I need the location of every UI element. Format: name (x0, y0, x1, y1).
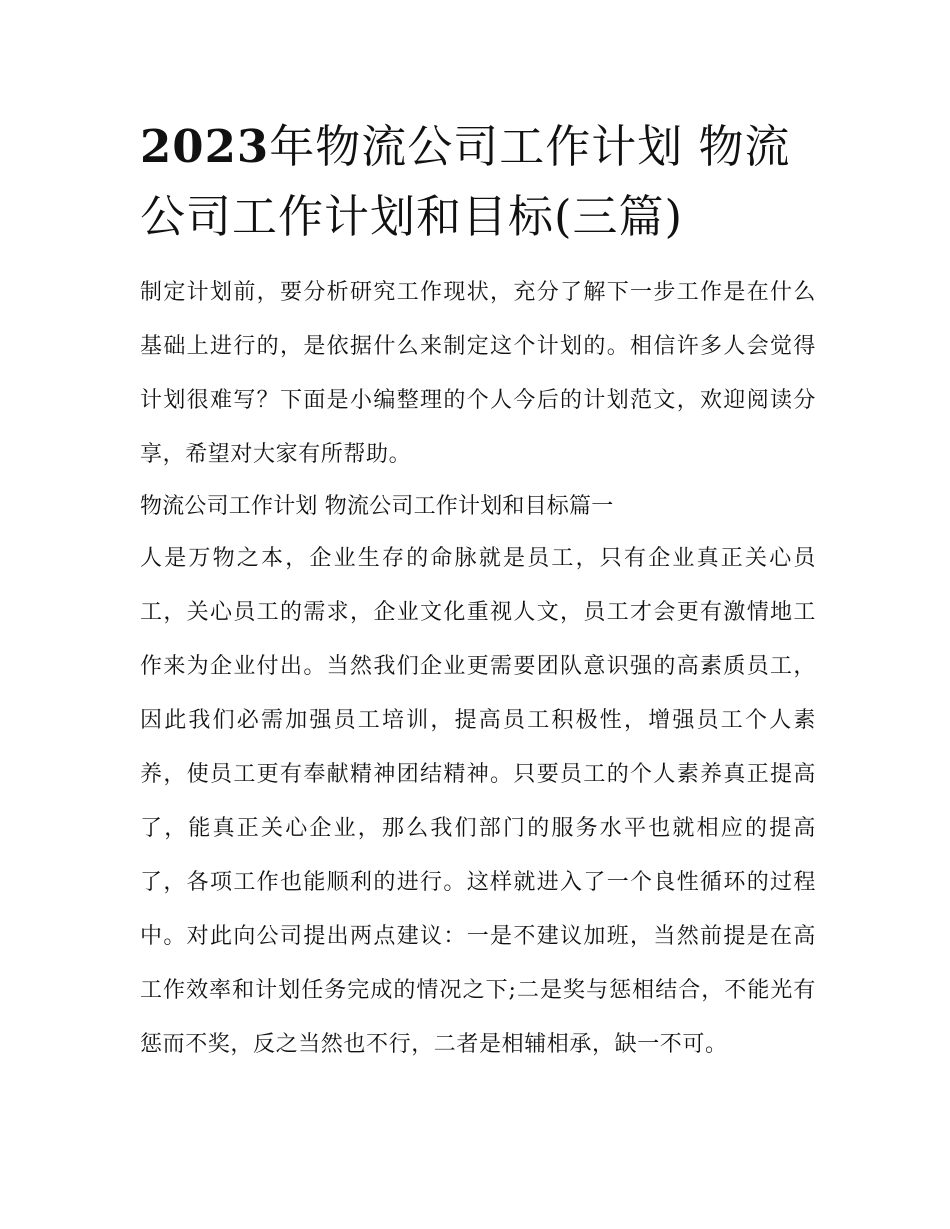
document-page (140, 112, 816, 1072)
title-year: 2023 (140, 120, 270, 173)
title-block (140, 112, 816, 252)
intro-paragraph: 制定计划前，要分析研究工作现状，充分了解下一步工作是在什么基础上进行的，是依据什么来制定这个计划的。相信许多人会觉得计划很难写？下面是小编整理的个人今后的计划范文，欢迎阅读分享，希望对大家有所帮助。 (140, 280, 816, 467)
section-heading: 物流公司工作计划 物流公司工作计划和目标篇一 (140, 494, 614, 519)
section-body-paragraph: 人是万物之本，企业生存的命脉就是员工，只有企业真正关心员工，关心员工的需求，企业文化重视人文，员工才会更有激情地工作来为企业付出。当然我们企业更需要团队意识强的高素质员工，因此我们必需加强员工培训，提高员工积极性，增强员工个人素养，使员工更有奉献精神团结精神。只要员工的个人素养真正提高了，能真正关心企业，那么我们部门的服务水平也就相应的提高了，各项工作也能顺利的进行。这样就进入了一个良性循环的过程中。对此向公司提出两点建议：一是不建议加班，当然前提是在高工作效率和计划任务完成的情况之下;二是奖与惩相结合，不能光有惩而不奖，反之当然也不行，二者是相辅相承，缺一不可。 (140, 546, 816, 1057)
title-text: 年物流公司工作计划 物流公司工作计划和目标(三篇) (140, 120, 791, 243)
document-title (140, 112, 816, 252)
